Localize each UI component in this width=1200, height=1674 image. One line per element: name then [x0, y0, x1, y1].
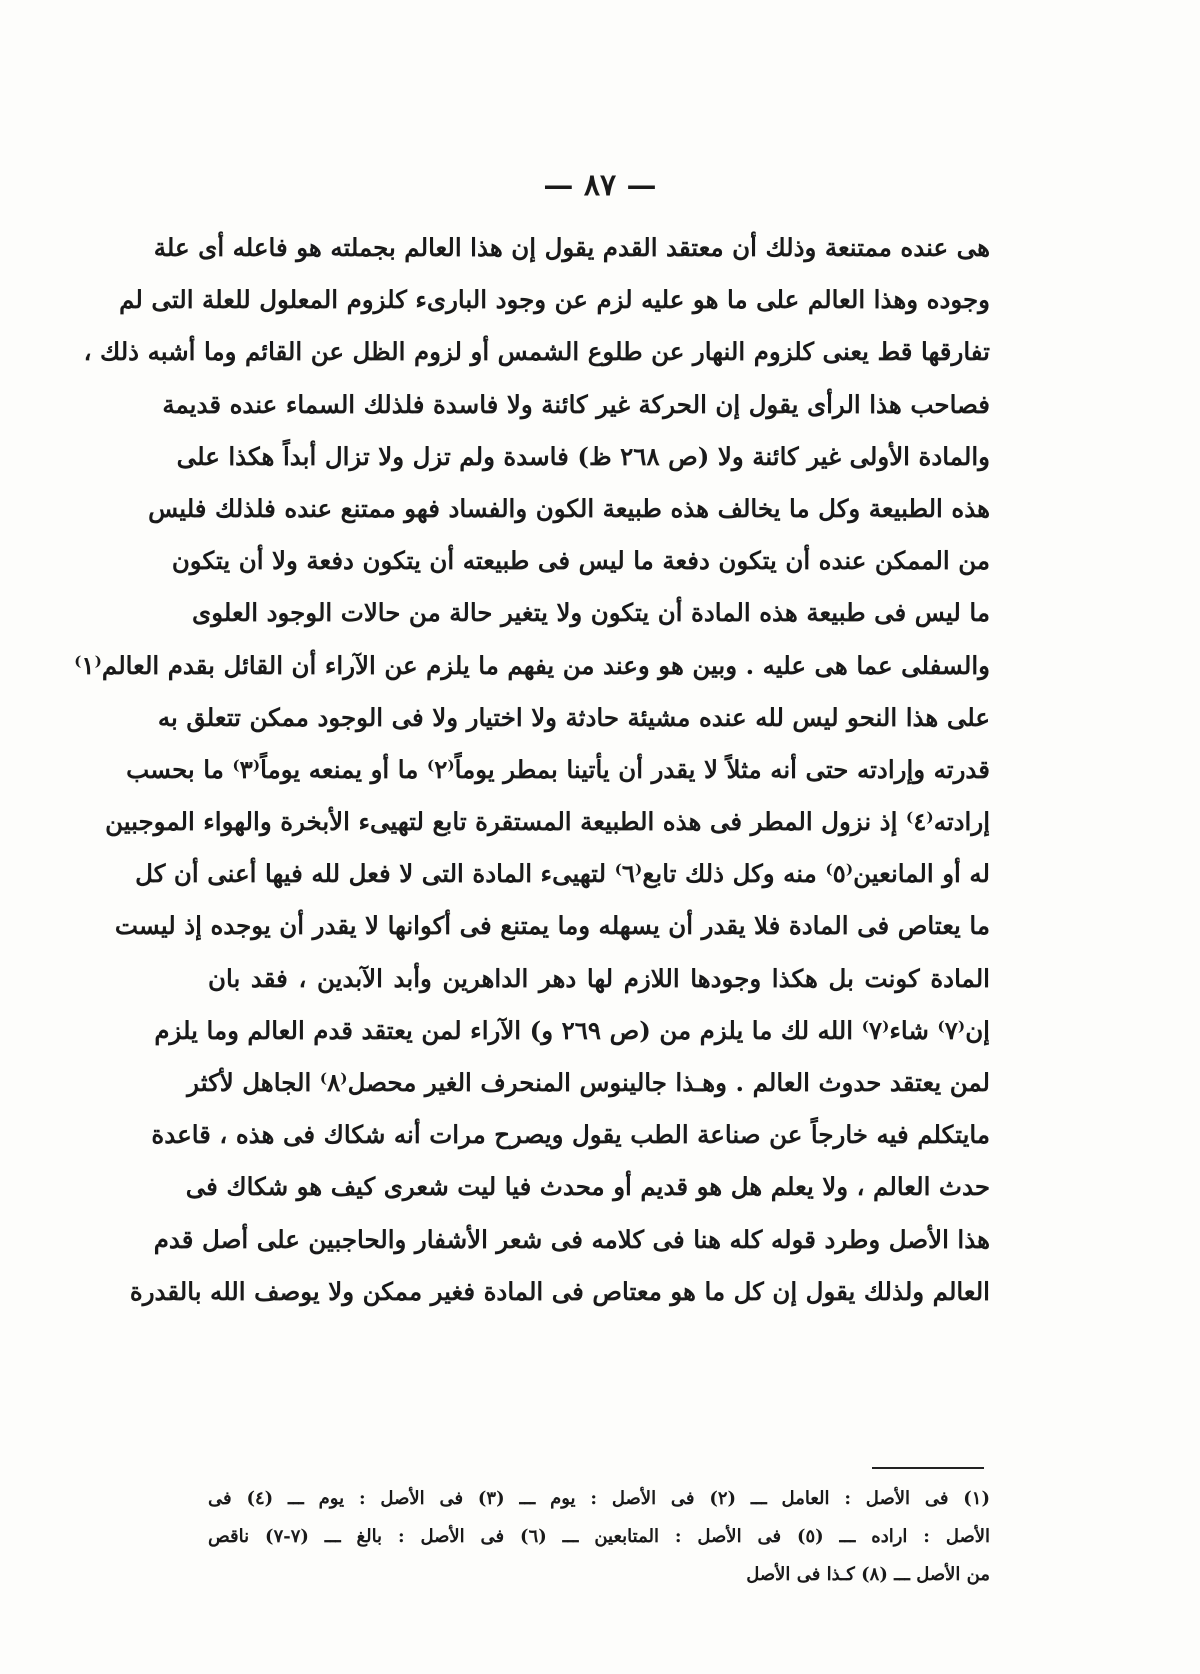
text-line: والمادة الأولى غير كائنة ولا (ص ٢٦٨ ظ) فاسدة ولم تزل ولا تزال أبداً هكذا على	[176, 441, 990, 471]
text-line: إن⁽٧⁾ شاء⁽٧⁾ الله لك ما يلزم من (ص ٢٦٩ و) الآراء لمن يعتقد قدم العالم وما يلزم	[154, 1015, 990, 1045]
text-line: العالم ولذلك يقول إن كل ما هو معتاص فى المادة فغير ممكن ولا يوصف الله بالقدرة	[129, 1276, 990, 1306]
text-line: فصاحب هذا الرأى يقول إن الحركة غير كائنة ولا فاسدة فلذلك السماء عنده قديمة	[162, 389, 990, 419]
footnote-line: (١) فى الأصل : العامل ـــ (٢) فى الأصل : يوم ـــ (٣) فى الأصل : يوم ـــ (٤) فى	[208, 1488, 990, 1509]
text-line: ما ليس فى طبيعة هذه المادة أن يتكون ولا يتغير حالة من حالات الوجود العلوى	[192, 598, 990, 628]
text-line: حدث العالم ، ولا يعلم هل هو قديم أو محدث فيا ليت شعرى كيف هو شكاك فى	[185, 1172, 990, 1202]
text-line: لمن يعتقد حدوث العالم . وهـذا جالينوس المنحرف الغير محصل⁽٨⁾ الجاهل لأكثر	[187, 1068, 990, 1097]
text-line: هى عنده ممتنعة وذلك أن معتقد القدم يقول إن هذا العالم بجملته هو فاعله أى علة	[153, 233, 990, 262]
text-line: هذه الطبيعة وكل ما يخالف هذه طبيعة الكون والفساد فهو ممتنع عنده فلذلك فليس	[148, 493, 990, 523]
text-line: مايتكلم فيه خارجاً عن صناعة الطب يقول ويصرح مرات أنه شكاك فى هذه ، قاعدة	[151, 1120, 990, 1150]
text-line: هذا الأصل وطرد قوله كله هنا فى كلامه فى شعر الأشفار والحاجبين على أصل قدم	[153, 1224, 990, 1254]
footnote-line: الأصل : اراده ـــ (٥) فى الأصل : المتابعين ـــ (٦) فى الأصل : بالغ ـــ (٧-٧) ناقص	[208, 1526, 991, 1547]
page-number: — ٨٧ —	[543, 168, 657, 203]
text-line: على هذا النحو ليس لله عنده مشيئة حادثة ولا اختيار ولا فى الوجود ممكن تتعلق به	[157, 702, 990, 732]
footnote-divider	[872, 1467, 984, 1469]
text-line: وجوده وهذا العالم على ما هو عليه لزم عن وجود البارىء كلزوم المعلول للعلة التى لم	[119, 285, 990, 315]
text-line: من الممكن عنده أن يتكون دفعة ما ليس فى طبيعته أن يتكون دفعة ولا أن يتكون	[171, 546, 990, 576]
footnote-line: من الأصل ـــ (٨) كـذا فى الأصل	[746, 1564, 990, 1585]
footnotes	[208, 1480, 990, 1594]
text-line: قدرته وإرادته حتى أنه مثلاً لا يقدر أن يأتينا بمطر يوماً⁽٢⁾ ما أو يمنعه يوماً⁽٣⁾ ما بحسب	[126, 754, 990, 784]
body-text	[74, 222, 990, 1318]
text-line: ما يعتاص فى المادة فلا يقدر أن يسهله وما يمتنع فى أكوانها لا يقدر أن يوجده إذ ليست	[114, 911, 990, 941]
text-line: والسفلى عما هى عليه . وبين هو وعند من يفهم ما يلزم عن الآراء أن القائل بقدم العالم⁽١⁾	[74, 650, 990, 680]
text-line: له أو المانعين⁽٥⁾ منه وكل ذلك تابع⁽٦⁾ لتهيىء المادة التى لا فعل لله فيها أعنى أن كل	[135, 859, 990, 889]
text-line: تفارقها قط يعنى كلزوم النهار عن طلوع الشمس أو لزوم الظل عن القائم وما أشبه ذلك ،	[83, 337, 990, 367]
text-line: إرادته⁽٤⁾ إذ نزول المطر فى هذه الطبيعة المستقرة تابع لتهيىء الأبخرة والهواء الموجبين	[105, 807, 990, 837]
text-line: المادة كونت بل هكذا وجودها اللازم لها دهر الداهرين وأبد الآبدين ، فقد بان	[208, 963, 990, 993]
